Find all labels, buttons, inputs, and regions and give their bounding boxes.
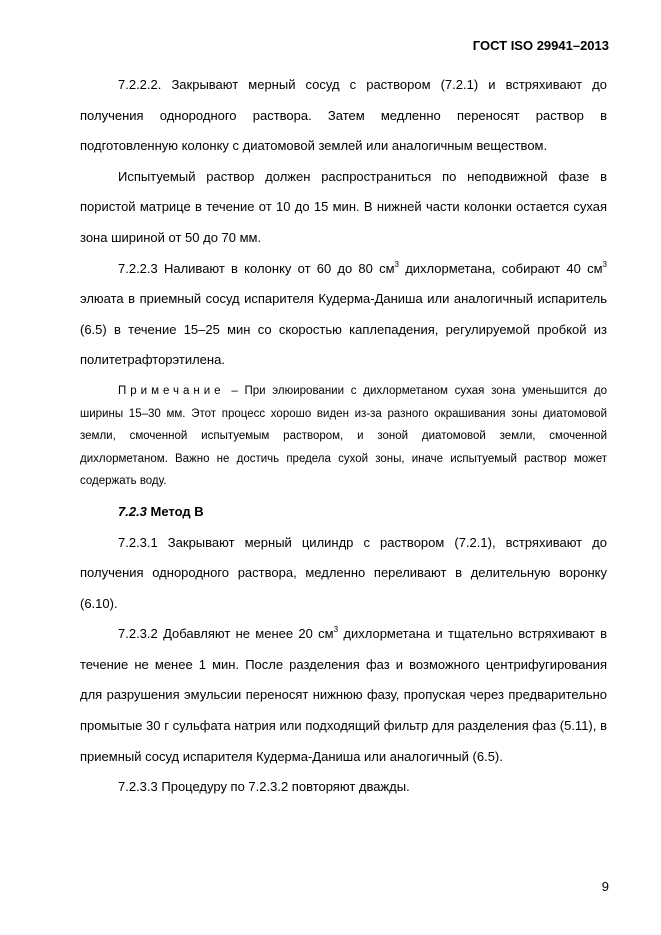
section-heading-7-2-3: [80, 497, 607, 528]
paragraph-7-2-2-2: 7.2.2.2. Закрывают мерный сосуд с раствором (7.2.1) и встряхивают до получения однородного раствора. Затем медленно переносят раствор в подготовленную колонку с диатомовой землей или аналогичным веществом.: [80, 77, 607, 154]
paragraph-7-2-3-1: 7.2.3.1 Закрывают мерный цилиндр с раствором (7.2.1), встряхивают до получения однородного раствора, медленно переливают в делительную воронку (6.10).: [80, 534, 607, 611]
text-segment: 7.2.3.2 Добавляют не менее 20 см: [118, 626, 334, 642]
paragraph-7-2-2-3: [80, 254, 607, 376]
page-body: [80, 70, 607, 803]
note-label: Примечание: [118, 384, 225, 397]
note-paragraph: [80, 380, 607, 493]
text-segment: дихлорметана и тщательно встряхивают в течение не менее 1 мин. После разделения фаз и возможного центрифугирования для разрушения эмульсии переносят нижнюю фазу, пропуская через предварительно промытые 30 г сульфата натрия или подходящий фильтр для разделения фаз (5.11), в приемный сосуд испарителя Кудерма-Даниша или аналогичный (6.5).: [80, 626, 607, 764]
superscript: 3: [602, 259, 607, 269]
superscript: 3: [333, 625, 339, 635]
paragraph-7-2-3-3: 7.2.3.3 Процедуру по 7.2.3.2 повторяют дважды.: [118, 779, 410, 795]
superscript: 3: [394, 259, 399, 269]
section-number: 7.2.3: [118, 503, 147, 519]
paragraph-test-solution: Испытуемый раствор должен распространиться по неподвижной фазе в пористой матрице в течение от 10 до 15 мин. В нижней части колонки остается сухая зона шириной от 50 до 70 мм.: [80, 168, 607, 245]
section-title: Метод В: [146, 503, 204, 519]
note-text: – При элюировании с дихлорметаном сухая зона уменьшится до ширины 15–30 мм. Этот процесс хорошо виден из-за разного окрашивания зоны диатомовой земли, смоченной испытуемым раствором, и зоной диатомовой земли, смоченной дихлорметаном. Важно не достичь предела сухой зоны, иначе испытуемый раствор может содержать воду.: [80, 384, 607, 488]
text-segment: элюата в приемный сосуд испарителя Кудерма-Даниша или аналогичный испаритель (6.5) в течение 15–25 мин со скоростью каплепадения, регулируемой пробкой из политетрафторэтилена.: [80, 291, 607, 368]
text-segment: 7.2.2.3 Наливают в колонку от 60 до 80 см: [118, 260, 395, 276]
document-header: ГОСТ ISO 29941–2013: [472, 38, 609, 53]
text-segment: дихлорметана, собирают 40 см: [399, 260, 603, 276]
paragraph-7-2-3-2: [80, 619, 607, 772]
page-number: 9: [601, 879, 609, 894]
